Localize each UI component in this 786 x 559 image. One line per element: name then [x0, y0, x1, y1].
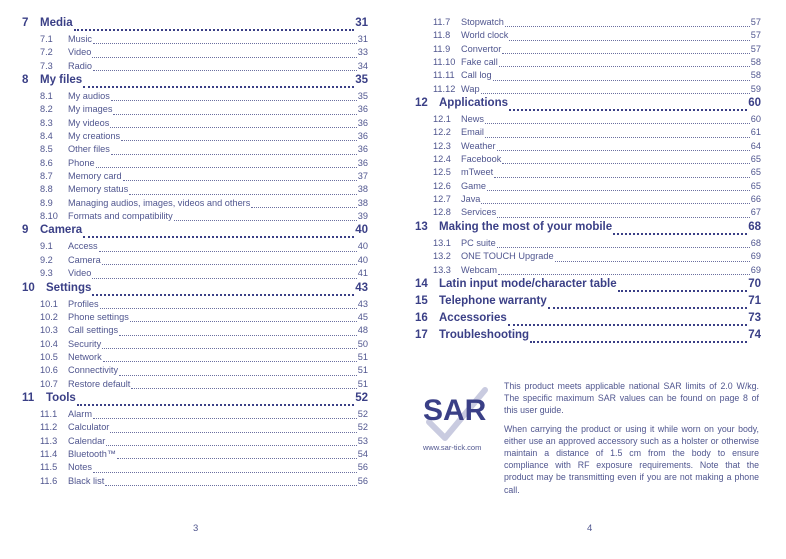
toc-entry[interactable]: [22, 462, 368, 475]
toc-leader-dots: [92, 294, 354, 296]
toc-entry[interactable]: [22, 158, 368, 171]
toc-number: 13.3: [433, 264, 451, 275]
toc-page-number: 48: [357, 325, 368, 336]
toc-title: Latin input mode/character table: [439, 277, 617, 290]
toc-leader-dots: [613, 233, 747, 235]
toc-title: Formats and compatibility: [68, 211, 173, 222]
toc-page-number: 58: [750, 70, 761, 81]
table-of-contents-left: [22, 17, 368, 489]
toc-number: 11.9: [433, 43, 451, 54]
toc-page-number: 35: [355, 74, 368, 87]
toc-number: 9: [22, 224, 29, 237]
toc-leader-dots: [105, 485, 357, 486]
table-of-contents-right: [415, 17, 761, 346]
toc-number: 16: [415, 311, 428, 324]
page-number-left: 3: [193, 523, 199, 534]
sar-paragraph-2: When carrying the product or using it while worn on your body, either use an approved accessory such as a holster or otherwise maintain a distance of 1.5 cm from the body to ensure compliance with RF exposure requirements. Note that the product may be transmitting even if you are not making a phone call.: [504, 423, 759, 495]
toc-title: Network: [68, 351, 102, 362]
toc-entry[interactable]: [22, 118, 368, 131]
toc-entry[interactable]: [415, 181, 761, 194]
toc-page-number: 54: [357, 448, 368, 459]
toc-title: Fake call: [461, 57, 498, 68]
toc-leader-dots: [497, 247, 750, 248]
toc-leader-dots: [497, 217, 750, 218]
toc-page-number: 68: [750, 237, 761, 248]
toc-leader-dots: [530, 341, 747, 343]
toc-leader-dots: [131, 388, 356, 389]
toc-leader-dots: [111, 154, 357, 155]
toc-page-number: 73: [748, 311, 761, 324]
toc-title: Camera: [40, 224, 83, 237]
toc-page-number: 61: [750, 127, 761, 138]
toc-entry[interactable]: [22, 409, 368, 422]
toc-number: 7: [22, 17, 29, 29]
toc-title: Memory status: [68, 184, 129, 195]
toc-number: 12: [415, 97, 428, 110]
toc-number: 11.5: [40, 462, 58, 473]
toc-section[interactable]: [415, 295, 761, 312]
toc-leader-dots: [92, 278, 356, 279]
toc-leader-dots: [103, 361, 357, 362]
toc-section[interactable]: [415, 329, 761, 346]
toc-title: Video: [68, 268, 92, 279]
toc-leader-dots: [74, 29, 355, 31]
toc-title: Security: [68, 338, 102, 349]
toc-entry[interactable]: [22, 436, 368, 449]
toc-number: 10.4: [40, 338, 58, 349]
toc-section[interactable]: [22, 74, 368, 91]
toc-title: Access: [68, 241, 98, 252]
toc-title: Troubleshooting: [439, 328, 530, 341]
toc-page-number: 51: [357, 378, 368, 389]
toc-page-number: 36: [357, 117, 368, 128]
toc-number: 8.3: [40, 117, 53, 128]
toc-title: PC suite: [461, 237, 496, 248]
toc-number: 10.7: [40, 378, 58, 389]
toc-number: 8.7: [40, 171, 53, 182]
toc-leader-dots: [497, 150, 750, 151]
toc-page-number: 69: [750, 264, 761, 275]
toc-leader-dots: [99, 251, 357, 252]
toc-number: 7.3: [40, 60, 53, 71]
toc-leader-dots: [508, 324, 747, 326]
toc-title: Tools: [46, 391, 76, 404]
toc-leader-dots: [251, 207, 356, 208]
toc-leader-dots: [618, 290, 748, 292]
toc-page-number: 56: [357, 475, 368, 486]
toc-number: 10.2: [40, 311, 58, 322]
toc-number: 10.6: [40, 365, 58, 376]
toc-title: News: [461, 114, 484, 125]
toc-page-number: 51: [357, 365, 368, 376]
toc-section[interactable]: [22, 224, 368, 241]
toc-number: 10.3: [40, 325, 58, 336]
toc-number: 12.5: [433, 167, 451, 178]
toc-number: 12.8: [433, 207, 451, 218]
toc-number: 13.2: [433, 251, 451, 262]
toc-title: Alarm: [68, 408, 92, 419]
toc-title: Call settings: [68, 325, 119, 336]
toc-number: 12.2: [433, 127, 451, 138]
toc-entry[interactable]: [22, 211, 368, 224]
toc-title: Stopwatch: [461, 17, 504, 27]
toc-entry[interactable]: [415, 114, 761, 127]
toc-entry[interactable]: [415, 207, 761, 220]
toc-page-number: 65: [750, 167, 761, 178]
toc-page-number: 36: [357, 131, 368, 142]
toc-page-number: 70: [748, 277, 761, 290]
toc-title: Phone: [68, 157, 95, 168]
toc-entry[interactable]: [22, 299, 368, 312]
toc-title: My videos: [68, 117, 110, 128]
toc-number: 12.6: [433, 180, 451, 191]
toc-leader-dots: [111, 100, 357, 101]
toc-entry[interactable]: [22, 34, 368, 47]
toc-page-number: 35: [357, 91, 368, 102]
toc-leader-dots: [110, 127, 356, 128]
toc-leader-dots: [481, 93, 750, 94]
toc-entry[interactable]: [22, 325, 368, 338]
toc-entry[interactable]: [22, 255, 368, 268]
toc-number: 11.4: [40, 448, 58, 459]
toc-leader-dots: [77, 404, 354, 406]
toc-section[interactable]: [22, 392, 368, 409]
toc-page-number: 38: [357, 197, 368, 208]
toc-number: 15: [415, 294, 428, 307]
toc-page-number: 65: [750, 180, 761, 191]
toc-entry[interactable]: [415, 154, 761, 167]
toc-page-number: 43: [355, 281, 368, 294]
toc-page-number: 38: [357, 184, 368, 195]
toc-title: Accessories: [439, 311, 507, 324]
toc-entry[interactable]: [22, 61, 368, 74]
toc-page-number: 64: [750, 140, 761, 151]
toc-leader-dots: [96, 167, 357, 168]
toc-title: Convertor: [461, 43, 502, 54]
toc-number: 11.7: [433, 17, 451, 27]
toc-page-number: 57: [750, 17, 761, 27]
toc-page-number: 36: [357, 157, 368, 168]
toc-page-number: 57: [750, 30, 761, 41]
toc-title: Music: [68, 34, 92, 44]
toc-leader-dots: [93, 418, 357, 419]
toc-number: 12.1: [433, 114, 451, 125]
toc-section[interactable]: [415, 278, 761, 295]
toc-number: 11.12: [433, 83, 456, 94]
toc-leader-dots: [83, 236, 354, 238]
toc-number: 11.3: [40, 435, 58, 446]
toc-title: Calculator: [68, 422, 110, 433]
toc-section[interactable]: [415, 312, 761, 329]
toc-page-number: 36: [357, 104, 368, 115]
toc-page-number: 45: [357, 311, 368, 322]
toc-number: 11.2: [40, 422, 58, 433]
toc-entry[interactable]: [415, 17, 761, 30]
toc-title: Wap: [461, 83, 480, 94]
toc-page-number: 31: [355, 17, 368, 29]
toc-leader-dots: [502, 163, 749, 164]
toc-page-number: 51: [357, 351, 368, 362]
toc-entry[interactable]: [22, 104, 368, 117]
toc-section[interactable]: [415, 221, 761, 238]
toc-entry[interactable]: [415, 167, 761, 180]
toc-leader-dots: [83, 86, 354, 88]
toc-leader-dots: [110, 432, 356, 433]
toc-leader-dots: [113, 114, 356, 115]
toc-leader-dots: [102, 348, 357, 349]
toc-page-number: 41: [357, 268, 368, 279]
toc-leader-dots: [121, 140, 357, 141]
toc-page-number: 60: [750, 114, 761, 125]
toc-number: 10: [22, 281, 35, 294]
right-page: [393, 0, 786, 559]
toc-entry[interactable]: [22, 131, 368, 144]
toc-leader-dots: [119, 335, 357, 336]
toc-title: Notes: [68, 462, 93, 473]
toc-page-number: 43: [357, 298, 368, 309]
toc-title: mTweet: [461, 167, 494, 178]
toc-title: My images: [68, 104, 113, 115]
toc-section[interactable]: [415, 97, 761, 114]
toc-title: Making the most of your mobile: [439, 220, 613, 233]
sar-url: www.sar-tick.com: [423, 443, 482, 452]
toc-number: 11: [22, 391, 35, 404]
toc-number: 9.3: [40, 268, 53, 279]
toc-section[interactable]: [22, 282, 368, 299]
toc-title: Webcam: [461, 264, 498, 275]
toc-leader-dots: [481, 203, 749, 204]
toc-entry[interactable]: [22, 198, 368, 211]
toc-leader-dots: [100, 308, 357, 309]
toc-leader-dots: [119, 375, 357, 376]
toc-title: Applications: [439, 97, 509, 110]
toc-entry[interactable]: [22, 365, 368, 378]
toc-entry[interactable]: [22, 241, 368, 254]
toc-number: 9.2: [40, 254, 53, 265]
toc-leader-dots: [106, 445, 356, 446]
toc-page-number: 31: [357, 34, 368, 44]
toc-number: 8.9: [40, 197, 53, 208]
toc-entry[interactable]: [22, 47, 368, 60]
sar-logo: [421, 386, 491, 446]
toc-entry[interactable]: [22, 184, 368, 197]
toc-number: 13.1: [433, 237, 451, 248]
toc-entry[interactable]: [415, 70, 761, 83]
toc-title: ONE TOUCH Upgrade: [461, 251, 554, 262]
toc-number: 8.4: [40, 131, 53, 142]
toc-title: Camera: [68, 254, 101, 265]
toc-entry[interactable]: [22, 268, 368, 281]
toc-entry[interactable]: [415, 141, 761, 154]
toc-page-number: 39: [357, 211, 368, 222]
sar-logo-text: SAR: [423, 394, 487, 427]
toc-title: My audios: [68, 91, 110, 102]
toc-entry[interactable]: [415, 127, 761, 140]
sar-paragraph-1: This product meets applicable national SAR limits of 2.0 W/kg. The specific maximum SAR values can be found on page 8 of this user guide.: [504, 381, 759, 416]
toc-number: 11.6: [40, 475, 58, 486]
toc-entry[interactable]: [22, 352, 368, 365]
toc-entry[interactable]: [22, 339, 368, 352]
toc-title: Services: [461, 207, 497, 218]
toc-leader-dots: [93, 43, 357, 44]
toc-page-number: 40: [357, 241, 368, 252]
toc-number: 11.1: [40, 408, 58, 419]
toc-page-number: 58: [750, 57, 761, 68]
toc-entry[interactable]: [415, 238, 761, 251]
toc-entry[interactable]: [415, 251, 761, 264]
sar-notice: [504, 380, 759, 502]
toc-entry[interactable]: [22, 171, 368, 184]
toc-number: 8.10: [40, 211, 58, 222]
toc-page-number: 67: [750, 207, 761, 218]
toc-entry[interactable]: [415, 44, 761, 57]
toc-title: Email: [461, 127, 484, 138]
toc-number: 10.5: [40, 351, 58, 362]
toc-title: Other files: [68, 144, 110, 155]
page-number-right: 4: [587, 523, 593, 534]
toc-leader-dots: [548, 307, 747, 309]
toc-number: 12.3: [433, 140, 451, 151]
toc-page-number: 66: [750, 194, 761, 205]
toc-number: 7.2: [40, 47, 53, 58]
toc-entry[interactable]: [22, 422, 368, 435]
toc-number: 12.7: [433, 194, 451, 205]
toc-page-number: 57: [750, 43, 761, 54]
toc-entry[interactable]: [22, 91, 368, 104]
toc-number: 9.1: [40, 241, 53, 252]
toc-number: 13: [415, 220, 428, 233]
toc-title: Phone settings: [68, 311, 129, 322]
toc-title: Managing audios, images, videos and others: [68, 197, 251, 208]
toc-leader-dots: [129, 194, 357, 195]
toc-number: 12.4: [433, 154, 451, 165]
toc-leader-dots: [93, 70, 357, 71]
toc-title: Connectivity: [68, 365, 119, 376]
toc-number: 8.6: [40, 157, 53, 168]
toc-title: Weather: [461, 140, 496, 151]
toc-number: 14: [415, 277, 428, 290]
toc-page-number: 52: [355, 391, 368, 404]
toc-leader-dots: [509, 109, 747, 111]
toc-page-number: 37: [357, 171, 368, 182]
toc-leader-dots: [130, 321, 357, 322]
toc-number: 8: [22, 74, 29, 87]
toc-title: Calendar: [68, 435, 106, 446]
toc-leader-dots: [174, 220, 357, 221]
toc-page-number: 59: [750, 83, 761, 94]
toc-entry[interactable]: [22, 476, 368, 489]
toc-title: Video: [68, 47, 92, 58]
toc-title: Game: [461, 180, 487, 191]
toc-title: Media: [40, 17, 73, 29]
toc-title: Profiles: [68, 298, 99, 309]
toc-entry[interactable]: [415, 265, 761, 278]
toc-leader-dots: [493, 80, 750, 81]
toc-page-number: 50: [357, 338, 368, 349]
toc-number: 17: [415, 328, 428, 341]
toc-leader-dots: [555, 261, 750, 262]
toc-page-number: 34: [357, 60, 368, 71]
toc-leader-dots: [505, 26, 750, 27]
toc-page-number: 36: [357, 144, 368, 155]
toc-number: 10.1: [40, 298, 58, 309]
toc-number: 8.8: [40, 184, 53, 195]
toc-page-number: 40: [355, 224, 368, 237]
toc-title: Settings: [46, 281, 92, 294]
toc-leader-dots: [502, 53, 749, 54]
toc-leader-dots: [499, 66, 750, 67]
toc-entry[interactable]: [22, 144, 368, 157]
toc-leader-dots: [93, 472, 357, 473]
toc-number: 8.5: [40, 144, 53, 155]
toc-page-number: 69: [750, 251, 761, 262]
toc-title: Memory card: [68, 171, 122, 182]
toc-leader-dots: [102, 264, 357, 265]
toc-section[interactable]: [22, 17, 368, 34]
toc-page-number: 71: [748, 294, 761, 307]
toc-entry[interactable]: [415, 57, 761, 70]
toc-leader-dots: [498, 274, 750, 275]
toc-page-number: 68: [748, 220, 761, 233]
toc-title: Call log: [461, 70, 492, 81]
toc-number: 8.1: [40, 91, 53, 102]
toc-page-number: 74: [748, 328, 761, 341]
toc-page-number: 40: [357, 254, 368, 265]
toc-title: My creations: [68, 131, 121, 142]
toc-leader-dots: [485, 123, 750, 124]
toc-title: My files: [40, 74, 83, 87]
toc-leader-dots: [92, 57, 356, 58]
toc-page-number: 56: [357, 462, 368, 473]
toc-page-number: 53: [357, 435, 368, 446]
toc-title: World clock: [461, 30, 509, 41]
toc-entry[interactable]: [415, 194, 761, 207]
toc-entry[interactable]: [415, 30, 761, 43]
toc-title: Bluetooth™: [68, 448, 117, 459]
toc-entry[interactable]: [22, 449, 368, 462]
toc-leader-dots: [509, 40, 749, 41]
toc-leader-dots: [117, 458, 357, 459]
toc-title: Facebook: [461, 154, 502, 165]
toc-title: Radio: [68, 60, 93, 71]
toc-title: Telephone warranty: [439, 294, 547, 307]
toc-leader-dots: [123, 180, 357, 181]
toc-number: 8.2: [40, 104, 53, 115]
toc-leader-dots: [487, 190, 750, 191]
toc-page-number: 33: [357, 47, 368, 58]
toc-page-number: 65: [750, 154, 761, 165]
toc-title: Java: [461, 194, 481, 205]
toc-entry[interactable]: [22, 379, 368, 392]
toc-title: Restore default: [68, 378, 131, 389]
toc-number: 11.8: [433, 30, 451, 41]
toc-number: 11.10: [433, 57, 456, 68]
toc-number: 11.11: [433, 70, 455, 81]
toc-entry[interactable]: [22, 312, 368, 325]
toc-leader-dots: [494, 177, 750, 178]
toc-title: Black list: [68, 475, 105, 486]
toc-page-number: 52: [357, 408, 368, 419]
toc-number: 7.1: [40, 34, 53, 44]
toc-page-number: 60: [748, 97, 761, 110]
toc-entry[interactable]: [415, 84, 761, 97]
toc-leader-dots: [485, 137, 750, 138]
toc-page-number: 52: [357, 422, 368, 433]
